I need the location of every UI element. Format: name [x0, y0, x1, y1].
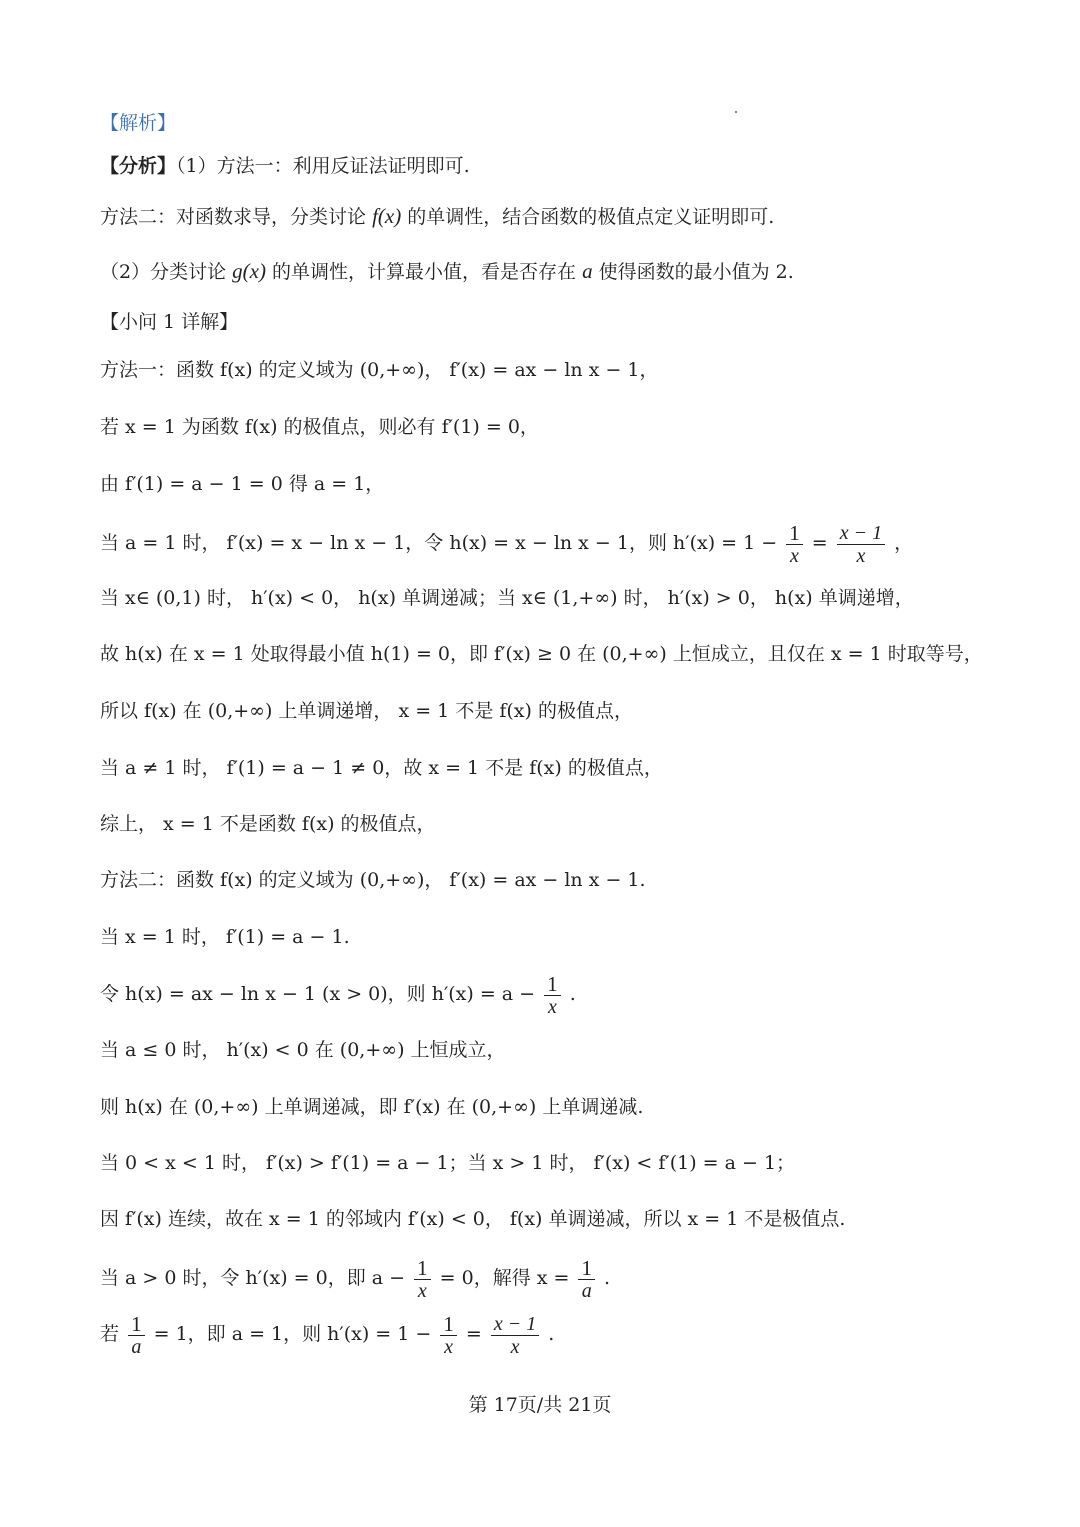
proof-line-fraction	[100, 515, 913, 571]
proof-line: 方法一：函数 f(x) 的定义域为 (0,+∞)， f′(x) = ax − ln x − 1，	[100, 359, 659, 381]
solution-label: 【解析】	[100, 112, 177, 134]
page-number-footer: 第 17页/共 21页	[468, 1394, 612, 1416]
proof-line-fraction	[100, 1306, 554, 1362]
analysis-line-1	[100, 151, 470, 181]
proof-line: 若 x = 1 为函数 f(x) 的极值点，则必有 f′(1) = 0，	[100, 416, 539, 438]
punct: .	[569, 983, 576, 1005]
analysis-tag: 【分析】	[100, 155, 177, 177]
proof-line: 所以 f(x) 在 (0,+∞) 上单调递增， x = 1 不是 f(x) 的极值点，	[100, 700, 633, 722]
line17-text: 当 a > 0 时，令 h′(x) = 0，即 a −	[100, 1267, 406, 1289]
equals: =	[811, 532, 828, 554]
analysis-text-2a: 方法二：对函数求导，分类讨论	[100, 206, 367, 228]
equals: =	[465, 1323, 482, 1345]
analysis-text-3c: 的单调性，计算最小值，看是否存在	[272, 261, 577, 283]
fraction: $\frac{1}{x}$	[414, 1257, 431, 1302]
line4-text: 当 a = 1 时， f′(x) = x − ln x − 1，令 h(x) = x − ln x − 1，则 h′(x) = 1 −	[100, 532, 778, 554]
proof-line: 因 f′(x) 连续，故在 x = 1 的邻域内 f′(x) < 0， f(x) 单调递减，所以 x = 1 不是极值点.	[100, 1208, 846, 1230]
proof-line-fraction	[100, 1250, 610, 1306]
line17-text-b: = 0，解得 x =	[439, 1267, 570, 1289]
fraction: $\frac{1}{x}$	[544, 973, 561, 1018]
proof-line: 当 a ≠ 1 时， f′(1) = a − 1 ≠ 0，故 x = 1 不是 f(x) 的极值点，	[100, 757, 663, 779]
proof-line: 故 h(x) 在 x = 1 处取得最小值 h(1) = 0，即 f′(x) ≥ 0 在 (0,+∞) 上恒成立，且仅在 x = 1 时取等号，	[100, 643, 983, 665]
line18-text-b: = 1，即 a = 1，则 h′(x) = 1 −	[153, 1323, 432, 1345]
fraction: $\frac{x - 1}{x}$	[837, 522, 885, 567]
proof-line: 当 x∈ (0,1) 时， h′(x) < 0， h(x) 单调递减；当 x∈ (1,+∞) 时， h′(x) > 0， h(x) 单调递增，	[100, 587, 914, 609]
analysis-formula-g: g(x)	[232, 259, 266, 283]
line12-text: 令 h(x) = ax − ln x − 1 (x > 0)，则 h′(x) = a −	[100, 983, 536, 1005]
analysis-text-1: （1）方法一：利用反证法证明即可.	[176, 155, 470, 177]
proof-line: 综上， x = 1 不是函数 f(x) 的极值点，	[100, 813, 436, 835]
fraction: $\frac{x - 1}{x}$	[491, 1313, 539, 1358]
proof-line: 由 f′(1) = a − 1 = 0 得 a = 1，	[100, 473, 385, 495]
punct: ，	[894, 532, 914, 554]
punct: .	[604, 1267, 611, 1289]
proof-line: 方法二：函数 f(x) 的定义域为 (0,+∞)， f′(x) = ax − ln x − 1.	[100, 869, 646, 891]
analysis-line-3	[100, 256, 794, 287]
analysis-var-a: a	[582, 259, 593, 283]
punct: .	[548, 1323, 555, 1345]
analysis-formula-f: f(x)	[372, 204, 402, 228]
proof-line: 当 0 < x < 1 时， f′(x) > f′(1) = a − 1；当 x > 1 时， f′(x) < f′(1) = a − 1；	[100, 1152, 796, 1174]
analysis-text-3a: （2）分类讨论	[100, 261, 227, 283]
fraction: $\frac{1}{x}$	[440, 1313, 457, 1358]
stray-dot	[735, 111, 737, 113]
fraction: $\frac{1}{a}$	[578, 1257, 595, 1302]
analysis-text-2c: 的单调性，结合函数的极值点定义证明即可.	[407, 206, 775, 228]
proof-line: 当 x = 1 时， f′(1) = a − 1.	[100, 926, 350, 948]
line18-text: 若	[100, 1323, 120, 1345]
section-title: 【小问 1 详解】	[100, 311, 239, 333]
fraction: $\frac{1}{a}$	[128, 1313, 145, 1358]
proof-line-fraction	[100, 966, 576, 1022]
analysis-text-3e: 使得函数的最小值为 2.	[598, 261, 794, 283]
fraction: $\frac{1}{x}$	[786, 522, 803, 567]
proof-line: 当 a ≤ 0 时， h′(x) < 0 在 (0,+∞) 上恒成立，	[100, 1039, 506, 1061]
analysis-line-2	[100, 201, 774, 232]
proof-line: 则 h(x) 在 (0,+∞) 上单调递减，即 f′(x) 在 (0,+∞) 上单调递减.	[100, 1096, 644, 1118]
